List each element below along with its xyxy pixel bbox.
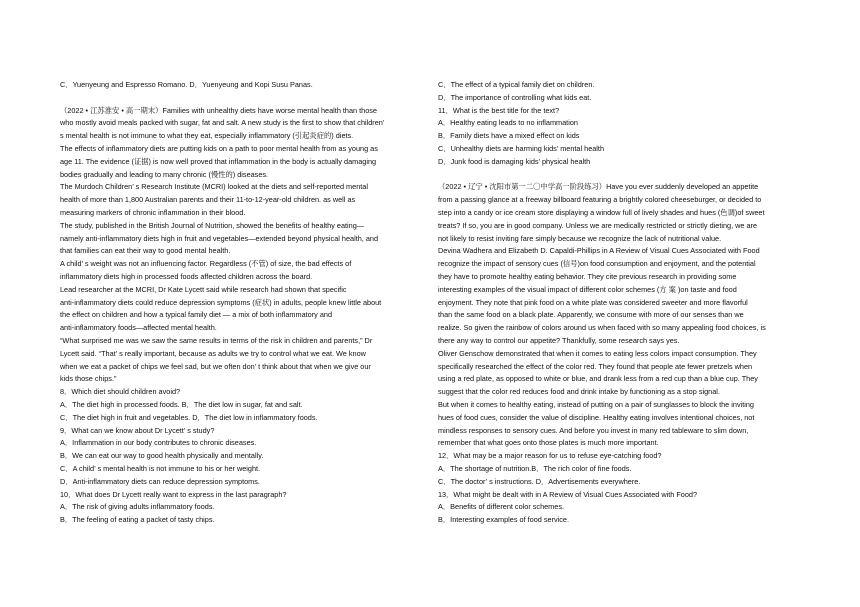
text-line: A．The diet high in processed foods. B．The diet low in sugar, fat and salt. xyxy=(60,399,303,409)
text-line: B．Interesting examples of food service. xyxy=(438,515,570,525)
text-line: D．Anti-inflammatory diets can reduce depression symptoms. xyxy=(60,476,260,486)
text-line: Devina Wadhera and Elizabeth D. Capaldi-Phillips in A Review of Visual Cues Associated with Food xyxy=(438,246,760,256)
text-line: the effect on children and how a typical family diet — a mix of both inflammatory and xyxy=(60,310,333,320)
blank-line xyxy=(438,169,800,182)
text-line: realize. So given the rainbow of colors around us when faced with so many appealing food choices, is xyxy=(438,323,766,333)
text-line: C．The doctor’ s instructions. D．Advertisements everywhere. xyxy=(438,476,641,486)
text-line: interesting examples of the visual impact of different color schemes (方 案 )on taste and food xyxy=(438,284,737,294)
text-line: namely anti-inflammatory diets high in fruit and vegetables—extended beyond physical health, and xyxy=(60,233,379,243)
text-line: A．Benefits of different color schemes. xyxy=(438,502,564,512)
text-line: C．A child’ s mental health is not immune to his or her weight. xyxy=(60,463,261,473)
text-line: C．The diet high in fruit and vegetables. D．The diet low in inflammatory foods. xyxy=(60,412,318,422)
text-line: A．Inflammation in our body contributes to chronic diseases. xyxy=(60,438,257,448)
text-line: （2022 • 辽宁 • 沈阳市第一二〇中学高一阶段练习）Have you ever suddenly developed an appetite xyxy=(438,182,759,192)
text-line: B．We can eat our way to good health physically and mentally. xyxy=(60,451,264,461)
text-line: remember that what goes onto those plates is much more important. xyxy=(438,438,659,448)
text-line: when we eat a packet of chips we feel sad, but we often don’ t think about that when we give our xyxy=(60,361,371,371)
text-line: who mostly avoid meals packed with sugar, fat and salt. A new study is the first to show that children’ xyxy=(60,118,385,128)
text-line: 11．What is the best title for the text? xyxy=(438,105,560,115)
text-line: C．The effect of a typical family diet on children. xyxy=(438,80,595,89)
text-line: Oliver Genschow demonstrated that when it comes to eating less colors impact consumption. They xyxy=(438,348,757,358)
text-line: kids those chips.” xyxy=(60,374,117,384)
text-line: D．The importance of controlling what kids eat. xyxy=(438,92,592,102)
text-line: specifically researched the effect of the color red. They found that people ate fewer pretzels when xyxy=(438,361,753,371)
text-line: anti-inflammatory diets could reduce depression symptoms (症状) in adults, people knew little about xyxy=(60,297,382,307)
text-line: measuring markers of chronic inflammation in their blood. xyxy=(60,207,246,217)
text-line: Lycett said. “That’ s really important, because as adults we try to control what we eat. We know xyxy=(60,348,366,358)
text-line: 8．Which diet should children avoid? xyxy=(60,387,181,397)
text-line: B．The feeling of eating a packet of tasty chips. xyxy=(60,515,215,525)
text-line: from a passing glance at a freeway billboard featuring a brightly colored cheeseburger, or decided to xyxy=(438,195,762,205)
text-line: age 11. The evidence (证据) is now well proved that inflammation in the body is actually damaging xyxy=(60,156,377,166)
text-line: Lead researcher at the MCRI, Dr Kate Lycett said while research had shown that specific xyxy=(60,284,347,294)
text-line: not likely to resist inviting fare simply because we recognize the lack of nutritional value. xyxy=(438,233,722,243)
blank-line xyxy=(60,92,422,105)
text-line: mindless responses to sensory cues. And before you invest in many red tableware to slim down, xyxy=(438,425,749,435)
text-line: enjoyment. They note that pink food on a white plate was considered sweeter and more flavorful xyxy=(438,297,748,307)
text-line: there any way to control our appetite? Thankfully, some research says yes. xyxy=(438,335,680,345)
text-line: The effects of inflammatory diets are putting kids on a path to poor mental health from as young as xyxy=(60,143,378,153)
text-line: recognize the impact of sensory cues (信号)on food consumption and enjoyment, and the potential xyxy=(438,259,756,269)
text-line: than the same food on a black plate. Apparently, we consume with more of our senses than we xyxy=(438,310,744,320)
text-line: 10．What does Dr Lycett really want to express in the last paragraph? xyxy=(60,489,287,499)
text-line: A．The risk of giving adults inflammatory foods. xyxy=(60,502,215,512)
text-line: hues of food cues, consider the value of discipline. Healthy eating involves intentional choices, not xyxy=(438,412,755,422)
text-line: s mental health is not immune to what they eat, especially inflammatory (引起炎症的) diets. xyxy=(60,131,354,141)
text-line: （2022 • 江苏淮安 • 高一期末）Families with unhealthy diets have worse mental health than those xyxy=(60,105,377,115)
left-column xyxy=(60,79,422,527)
text-line: inflammatory diets high in processed foods affected children across the board. xyxy=(60,271,313,281)
text-line: anti-inflammatory foods—affected mental health. xyxy=(60,323,217,333)
text-line: they have to promote healthy eating behavior. They cite previous research in providing some xyxy=(438,271,737,281)
text-line: 9．What can we know about Dr Lycett’ s study? xyxy=(60,425,215,435)
text-line: health of more than 1,800 Australian parents and their 11-to-12-year-old children. as well as xyxy=(60,195,356,205)
text-line: 12．What may be a major reason for us to refuse eye-catching food? xyxy=(438,451,662,461)
text-line: The Murdoch Children’ s Research Institute (MCRI) looked at the diets and self-reported mental xyxy=(60,182,368,192)
text-line: A child’ s weight was not an influencing factor. Regardless (不管) of size, the bad effects of xyxy=(60,259,352,269)
text-line: B．Family diets have a mixed effect on kids xyxy=(438,131,580,141)
text-line: C．Yuenyeung and Espresso Romano. D．Yuenyeung and Kopi Susu Panas. xyxy=(60,80,313,89)
text-line: suggest that the color red reduces food and drink intake by functioning as a stop signal. xyxy=(438,387,720,397)
text-line: A．The shortage of nutrition.B．The rich color of fine foods. xyxy=(438,463,632,473)
text-line: 13．What might be dealt with in A Review of Visual Cues Associated with Food? xyxy=(438,489,698,499)
right-column xyxy=(438,79,800,527)
text-line: treats? If so, you are in good company. Unless we are medically restricted or strictly dieting, we are xyxy=(438,220,758,230)
text-line: “What surprised me was we saw the same results in terms of the risk in children and parents,” Dr xyxy=(60,335,373,345)
text-line: C．Unhealthy diets are harming kids’ mental health xyxy=(438,143,605,153)
text-line: A．Healthy eating leads to no inflammation xyxy=(438,118,578,128)
text-line: using a red plate, as opposed to white or blue, and drank less from a red cup than a blue cup. They xyxy=(438,374,758,384)
text-line: that families can eat their way to good mental health. xyxy=(60,246,231,256)
text-line: bodies gradually and leading to many chronic (慢性的) diseases. xyxy=(60,169,269,179)
text-line: But when it comes to healthy eating, instead of putting on a pair of sunglasses to block the inviting xyxy=(438,399,754,409)
text-line: step into a candy or ice cream store displaying a window full of lively shades and hues (色调)of sweet xyxy=(438,207,765,217)
text-line: The study, published in the British Journal of Nutrition, showed the benefits of healthy eating— xyxy=(60,220,365,230)
text-line: D．Junk food is damaging kids’ physical health xyxy=(438,156,591,166)
